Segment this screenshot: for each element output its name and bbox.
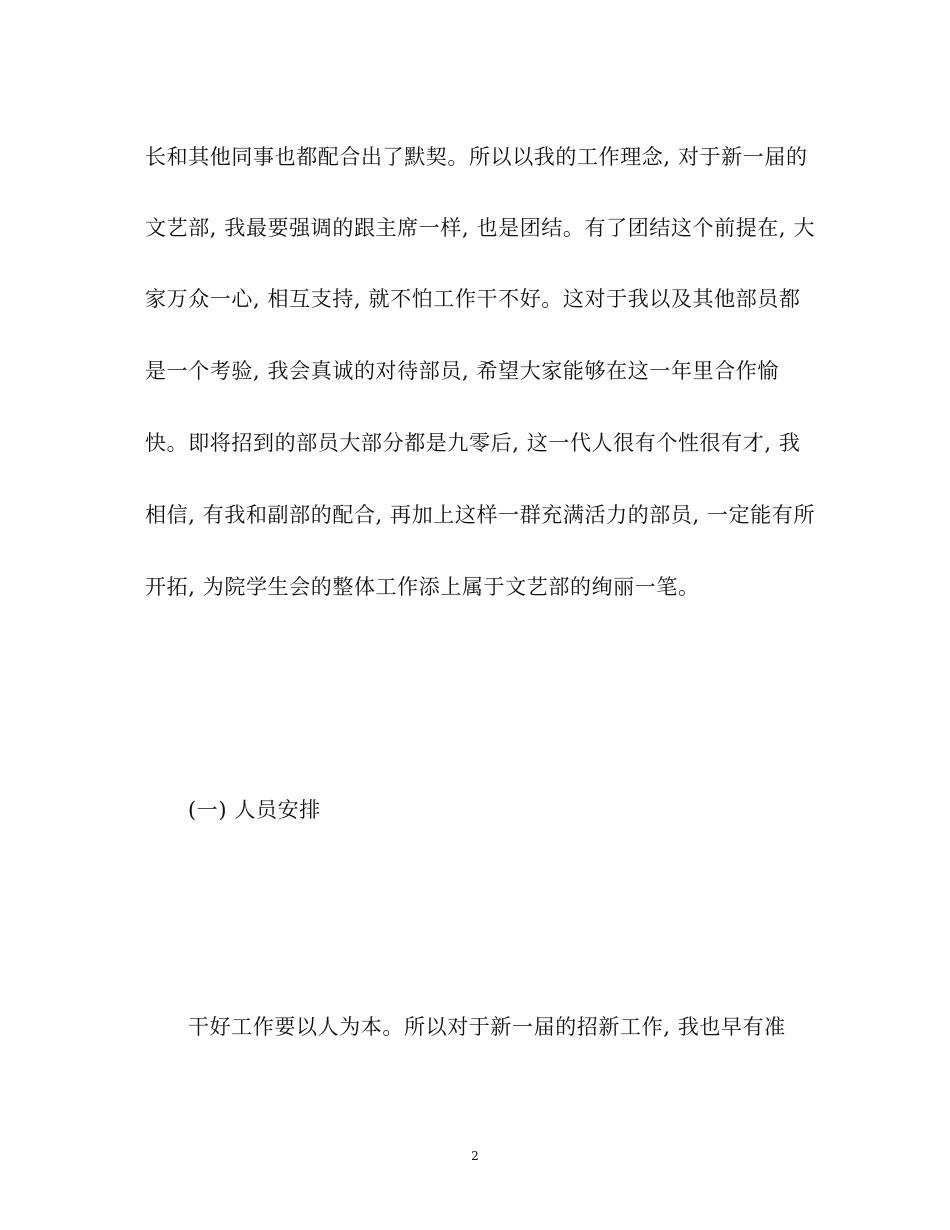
body-text-line: 长和其他同事也都配合出了默契。所以以我的工作理念, 对于新一届的 [145, 145, 808, 169]
body-text-line: 快。即将招到的部员大部分都是九零后, 这一代人很有个性很有才, 我 [145, 431, 801, 455]
body-text-line: 相信, 有我和副部的配合, 再加上这样一群充满活力的部员, 一定能有所 [145, 503, 816, 527]
body-text-line: 文艺部, 我最要强调的跟主席一样, 也是团结。有了团结这个前提在, 大 [145, 216, 816, 240]
body-text-line: 开拓, 为院学生会的整体工作添上属于文艺部的绚丽一笔。 [145, 575, 700, 599]
body-text-line: 是一个考验, 我会真诚的对待部员, 希望大家能够在这一年里合作愉 [145, 359, 779, 383]
section-heading: (一) 人员安排 [188, 798, 321, 822]
body-text-line: 干好工作要以人为本。所以对于新一届的招新工作, 我也早有准 [188, 1015, 786, 1039]
page-number: 2 [471, 1149, 479, 1163]
body-text-line: 家万众一心, 相互支持, 就不怕工作干不好。这对于我以及其他部员都 [145, 287, 801, 311]
